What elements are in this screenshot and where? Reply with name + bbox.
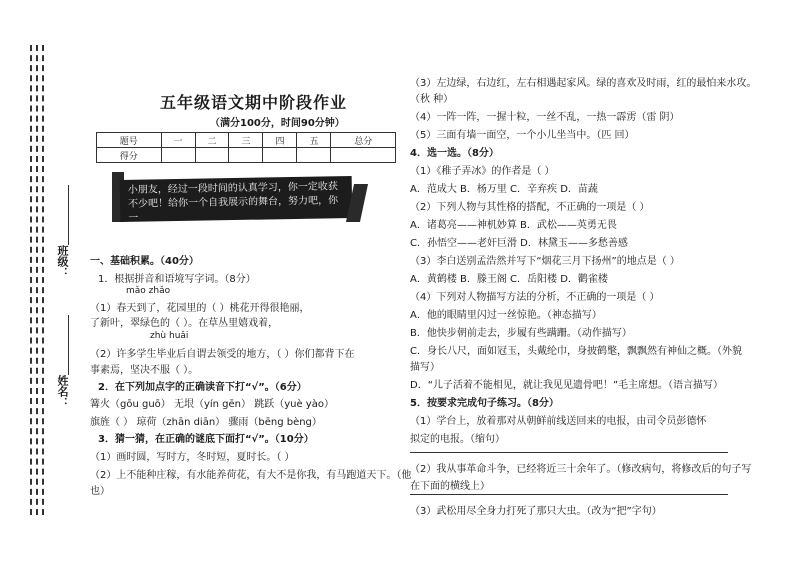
question-1: 1．根据拼音和语境写字词。（8分） bbox=[98, 274, 256, 285]
score-table-points-row bbox=[97, 148, 396, 163]
score-table bbox=[96, 132, 396, 163]
sentence-task: （1）学台上，放着那对从朝鲜前线送回来的电报，由司令员彭德怀 bbox=[410, 416, 707, 427]
score-cell: 五 bbox=[297, 133, 331, 148]
choice-options: D．“儿子活着不能相见，就让我见见遗骨吧！”毛主席想。（语言描写） bbox=[410, 380, 724, 391]
binding-margin bbox=[28, 45, 90, 515]
riddle-line: （秋 种） bbox=[410, 94, 454, 105]
sentence-task: 在下面的横线上） bbox=[410, 481, 490, 492]
score-cell: 四 bbox=[263, 133, 297, 148]
points-blank[interactable] bbox=[331, 148, 396, 163]
points-label: 得分 bbox=[97, 148, 162, 163]
banner-line: 小朋友，经过一段时间的认真学习，你一定收获 bbox=[127, 181, 338, 196]
question-2: 2．在下列加点字的正确读音下打“√”。（6分） bbox=[98, 382, 307, 393]
encouragement-banner bbox=[120, 176, 353, 222]
class-label: 班级： bbox=[56, 245, 69, 278]
question-line: （1）春天到了，花园里的（ ）桃花开得很艳丽， bbox=[90, 303, 310, 314]
choice-question: （3）李白送别孟浩然并写下“烟花三月下扬州”的地点是（ ） bbox=[410, 256, 680, 267]
section-heading: 一、基础积累。（40分） bbox=[90, 256, 199, 267]
points-blank[interactable] bbox=[195, 148, 229, 163]
score-cell: 二 bbox=[195, 133, 229, 148]
choice-options: A．诸葛亮——神机妙算 B．武松——英勇无畏 bbox=[410, 220, 617, 231]
choice-options: 描写） bbox=[410, 362, 440, 373]
name-blank[interactable] bbox=[68, 315, 69, 375]
choice-question: （2）下列人物与其性格的搭配，不正确的一项是（ ） bbox=[410, 202, 650, 213]
question-line: （2）许多学生毕业后自谓去领受的地方，（ ）你们都背下在 bbox=[90, 349, 355, 360]
choice-options: A．范成大 B．杨万里 C．辛弃疾 D．苗蔬 bbox=[410, 184, 598, 195]
banner-line: 不少吧！给你一个自我展示的舞台，努力吧，你一 bbox=[127, 195, 339, 224]
score-cell: 三 bbox=[229, 133, 263, 148]
question-5: 5．按要求完成句子练习。（8分） bbox=[410, 398, 559, 409]
page-title: 五年级语文期中阶段作业 bbox=[160, 93, 348, 112]
class-blank[interactable] bbox=[68, 185, 69, 245]
right-column bbox=[410, 68, 757, 523]
dashed-cut-line bbox=[30, 45, 32, 515]
sentence-task: （2）我从事革命斗争，已经将近三十余年了。（修改病句，将修改后的句子写 bbox=[410, 464, 752, 475]
sentence-task: 拟定的电报。（缩句） bbox=[410, 434, 505, 445]
sentence-task: （3）武松用尽全身力打死了那只大虫。（改为“把”字句） bbox=[410, 506, 662, 517]
riddle-line: （1）画时圆，写时方，冬时短，夏时长。（ ） bbox=[90, 452, 295, 463]
points-blank[interactable] bbox=[263, 148, 297, 163]
riddle-line: （2）上不能种庄稼，有水能养荷花，有大不是你我，有马跑道天下。（他 bbox=[90, 470, 412, 481]
points-blank[interactable] bbox=[161, 148, 195, 163]
choice-options: A．黄鹤楼 B．滕王阁 C．岳阳楼 D．鹳雀楼 bbox=[410, 274, 608, 285]
points-blank[interactable] bbox=[229, 148, 263, 163]
choice-question: （1）《稚子弄冰》的作者是（ ） bbox=[410, 166, 555, 177]
question-3: 3．猜一猜，在正确的谜底下面打“√”。（10分） bbox=[98, 434, 314, 445]
choice-options: B．他快步朝前走去，步履有些蹒跚。（动作描写） bbox=[410, 328, 632, 339]
score-cell: 题号 bbox=[97, 133, 162, 148]
answer-line[interactable] bbox=[410, 494, 728, 495]
choice-options: A．他的眼睛里闪过一丝惊艳。（神态描写） bbox=[410, 310, 602, 321]
score-table-header-row bbox=[97, 133, 396, 148]
score-cell: 一 bbox=[161, 133, 195, 148]
question-line: 事素焉，坚决不服（ ）。 bbox=[90, 365, 199, 376]
dashed-cut-line bbox=[36, 45, 38, 515]
riddle-line: 也） bbox=[90, 486, 110, 497]
page-subtitle: （满分100分，时间90分钟） bbox=[210, 118, 345, 129]
dashed-cut-line bbox=[42, 45, 44, 515]
score-cell: 总分 bbox=[331, 133, 396, 148]
pinyin-line: zhù huǎi bbox=[150, 331, 189, 341]
left-column bbox=[90, 80, 412, 520]
pinyin-line: mǎo zhǎo bbox=[126, 286, 171, 296]
reading-options-line: 旗旌（ ） 琼荷（zhān diān） 骤雨（bēng bèng） bbox=[90, 417, 322, 428]
reading-options-line: 篝火（gōu guō） 无垠（yín gēn） 跳跃（yuè yào） bbox=[90, 399, 334, 410]
answer-line[interactable] bbox=[410, 452, 728, 453]
riddle-line: （3）左边绿，右边红，左右相遇起家风。绿的喜欢及时雨，红的最怕来水攻。 bbox=[410, 78, 757, 89]
name-label: 姓名： bbox=[56, 375, 69, 408]
riddle-line: （4）一阵一阵，一握十粒，一丝不乱，一热一霹雳（雷 阴） bbox=[410, 112, 680, 123]
question-4: 4．选一选。（8分） bbox=[410, 148, 499, 159]
question-line: 了新叶，翠绿色的（ ）。在草丛里嬉戏着， bbox=[90, 318, 279, 329]
riddle-line: （5）三面有墙一面空，一个小儿坐当中。（匹 回） bbox=[410, 130, 635, 141]
points-blank[interactable] bbox=[297, 148, 331, 163]
choice-question: （4）下列对人物描写方法的分析，不正确的一项是（ ） bbox=[410, 292, 660, 303]
choice-options: C．孙悟空——老奸巨滑 D．林黛玉——多愁善感 bbox=[410, 238, 628, 249]
choice-options: C．身长八尺，面如冠玉，头戴纶巾，身披鹤氅，飘飘然有神仙之概。（外貌 bbox=[410, 346, 742, 357]
